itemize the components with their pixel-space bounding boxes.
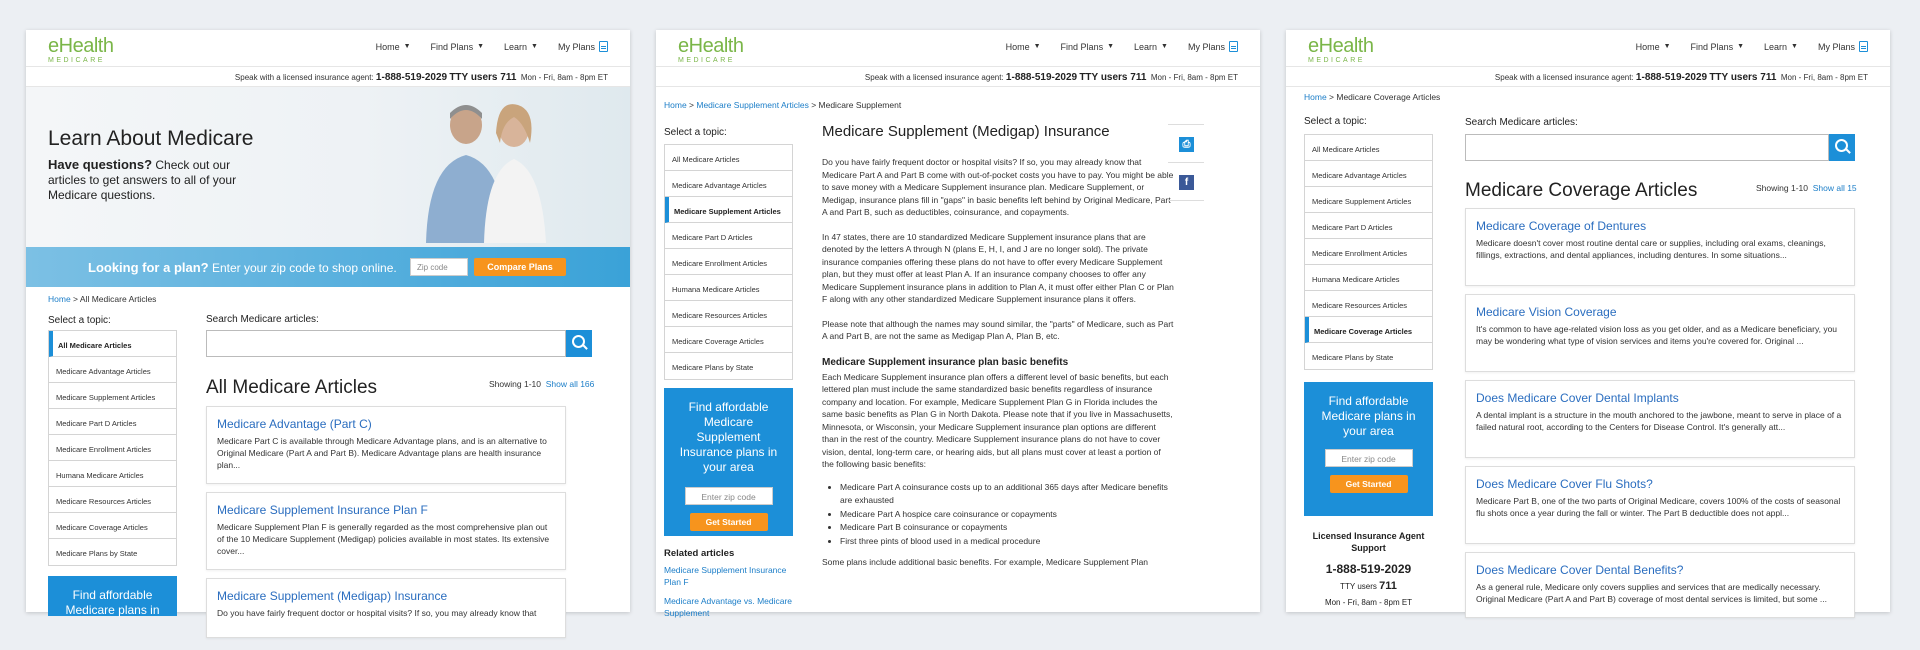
couple-photo xyxy=(406,93,556,243)
topics-label: Select a topic: xyxy=(1304,116,1367,127)
topic-advantage[interactable]: Medicare Advantage Articles xyxy=(1305,161,1432,187)
topic-all[interactable]: All Medicare Articles xyxy=(665,145,792,171)
topic-list xyxy=(48,330,177,566)
search-label: Search Medicare articles: xyxy=(206,314,319,325)
nav-learn[interactable]: Learn ▼ xyxy=(504,41,538,52)
facebook-icon[interactable]: f xyxy=(1179,175,1194,190)
topic-enrollment[interactable]: Medicare Enrollment Articles xyxy=(1305,239,1432,265)
main-nav xyxy=(1636,41,1868,52)
chevron-down-icon: ▼ xyxy=(1161,43,1168,50)
topic-list xyxy=(1304,134,1433,370)
hero-banner xyxy=(26,87,630,247)
topic-humana[interactable]: Humana Medicare Articles xyxy=(665,275,792,301)
nav-my-plans[interactable]: My Plans xyxy=(558,41,608,52)
article-card[interactable]: Does Medicare Cover Dental Implants A dental implant is a structure in the mouth anchored to the jawbone, meant to serve in place of a failed natural root, according to the Centers for Disease Control. It's generally att... xyxy=(1465,380,1855,458)
article-card[interactable]: Does Medicare Cover Flu Shots? Medicare Part B, one of the two parts of Original Medicare, covers 100% of the costs of seasonal flu shots once a year during the fall or winter. The Part B deductible does not appl... xyxy=(1465,466,1855,544)
article-title: Medicare Supplement (Medigap) Insurance xyxy=(822,123,1110,140)
agent-support: Licensed Insurance Agent Support 1-888-519-2029 TTY users 711 Mon - Fri, 8am - 8pm ET xyxy=(1304,530,1433,607)
topic-part-d[interactable]: Medicare Part D Articles xyxy=(665,223,792,249)
phone-number[interactable]: 1-888-519-2029 xyxy=(375,72,448,83)
article-content: Do you have fairly frequent doctor or hospital visits? If so, you may already know that Medicare Part A and Part B come with out-of-pocket costs you have to pay. You might be able to save money with a Medicare Supplement insurance plan. Medicare Supplement, or Medigap, insurance plans fill in "gaps" in basic benefits left behind by Original Medicare, Part A and Part B, such as deductibles, coinsurance, and copayments. In 47 states, there are 10 standardized Medicare Supplement insurance plans that are denoted by the letters A through N (plans E, H, I, and J are no longer sold). The private insurance companies offering these plans do not have to offer every Medicare Supplement plan, but they must offer at least Plan A. If an insurance company chooses to offer any Medicare Supplement insurance plans in addition to Plan A, it must offer either Plan C or Plan F along with any other standardized Medicare Supplement insurance plans it offers. Please note that although the names may sound similar, the "parts" of Medicare, such as Part A and Part B, are not the same as Medigap Plan A, Plan B, etc. Medicare Supplement insurance plan basic benefits Each Medicare Supplement insurance plan offers a different level of basic benefits, but each lettered plan must include the same standardized basic benefits regardless of insurance company and location. For example, Medicare Supplement Plan G in Florida includes the same basic benefits as Plan G in North Dakota. Please note that if you live in Massachusetts, Minnesota, or Wisconsin, your Medicare Supplement insurance plan options are different than in the rest of the country. Medicare Supplement insurance plans do not have to cover vision, dental, long-term care, or hearing aids, but all plans must cover at least a portion of the following basic benefits: • Medicare Part A coinsurance costs up to an additional 365 days after Medicare benefits are exhausted • Medicare Part A hospice care coinsurance or copayments • Medicare Part B coinsurance or copayments • First three pints of blood used in a medical procedure Some plans include additional basic benefits. For example, Medicare Supplement Plan xyxy=(822,156,1174,569)
topic-humana[interactable]: Humana Medicare Articles xyxy=(49,461,176,487)
related-link[interactable]: Medicare Advantage vs. Medicare Supplement xyxy=(664,596,793,618)
print-icon[interactable]: ⎙ xyxy=(1179,137,1194,152)
chevron-down-icon: ▼ xyxy=(1791,43,1798,50)
site-header xyxy=(656,30,1260,67)
nav-my-plans[interactable]: My Plans xyxy=(1188,41,1238,52)
chevron-down-icon: ▼ xyxy=(1663,43,1671,50)
related-heading: Related articles xyxy=(664,548,735,559)
topic-part-d[interactable]: Medicare Part D Articles xyxy=(1305,213,1432,239)
search-label: Search Medicare articles: xyxy=(1465,117,1578,128)
panel-all-articles xyxy=(26,30,630,618)
promo-box: Find affordable Medicare Supplement Insurance plans in your area Enter zip code Get Started xyxy=(664,388,793,536)
breadcrumb: Home > Medicare Supplement Articles > Medicare Supplement xyxy=(664,100,902,110)
search-icon[interactable] xyxy=(1829,134,1855,161)
search-input[interactable] xyxy=(1465,134,1829,161)
topic-coverage[interactable]: Medicare Coverage Articles xyxy=(1305,317,1432,343)
chevron-down-icon: ▼ xyxy=(403,43,411,50)
panel-article xyxy=(656,30,1260,618)
promo-box: Find affordable Medicare plans in your area Enter zip code Get Started xyxy=(1304,382,1433,516)
topic-resources[interactable]: Medicare Resources Articles xyxy=(665,301,792,327)
phone-bar: Speak with a licensed insurance agent: 1-888-519-2029 TTY users 711 Mon - Fri, 8am - 8pm ET xyxy=(26,67,630,87)
topic-by-state[interactable]: Medicare Plans by State xyxy=(1312,353,1394,362)
topic-all[interactable]: All Medicare Articles xyxy=(49,331,176,357)
nav-home[interactable]: Home ▼ xyxy=(375,41,411,52)
article-card[interactable]: Medicare Advantage (Part C) Medicare Part C is available through Medicare Advantage plans, and is an alternative to Original Medicare (Part A and Part B). Medicare Advantage plans are health insurance plan... xyxy=(206,406,566,484)
phone-bar: Speak with a licensed insurance agent: 1-888-519-2029 TTY users 711 Mon - Fri, 8am - 8pm ET xyxy=(1286,67,1890,87)
topic-all[interactable]: All Medicare Articles xyxy=(1305,135,1432,161)
article-card[interactable]: Does Medicare Cover Dental Benefits? As a general rule, Medicare only covers supplies and services that are medically necessary. Original Medicare (Part A and Part B) coverage of most dental services is limited, but some ... xyxy=(1465,552,1855,618)
nav-home[interactable]: Home ▼ xyxy=(1005,41,1041,52)
hero-subtitle: Have questions? Check out our articles to get answers to all of your Medicare questions. xyxy=(48,157,237,202)
show-all-link[interactable]: Show all 15 xyxy=(1812,183,1857,193)
document-icon xyxy=(1229,41,1238,52)
related-link[interactable]: Medicare Supplement Insurance Plan F xyxy=(664,565,787,587)
promo-box: Find affordable Medicare plans in xyxy=(48,576,177,616)
topic-humana[interactable]: Humana Medicare Articles xyxy=(1305,265,1432,291)
main-nav xyxy=(376,41,608,52)
ehealth-logo[interactable]: eHealth MEDICARE xyxy=(48,35,114,64)
topics-label: Select a topic: xyxy=(48,315,111,326)
phone-number[interactable]: 1-888-519-2029 xyxy=(1005,72,1078,83)
topic-advantage[interactable]: Medicare Advantage Articles xyxy=(49,357,176,383)
topic-supplement[interactable]: Medicare Supplement Articles xyxy=(1305,187,1432,213)
chevron-down-icon: ▼ xyxy=(531,43,538,50)
search-input[interactable] xyxy=(206,330,566,357)
chevron-down-icon: ▼ xyxy=(477,43,485,50)
article-body xyxy=(822,123,1110,140)
document-icon xyxy=(599,41,608,52)
topic-resources[interactable]: Medicare Resources Articles xyxy=(49,487,176,513)
search-icon[interactable] xyxy=(566,330,592,357)
nav-home[interactable]: Home ▼ xyxy=(1635,41,1671,52)
breadcrumb: Home > Medicare Coverage Articles xyxy=(1304,92,1441,102)
chevron-down-icon: ▼ xyxy=(1033,43,1041,50)
phone-bar: Speak with a licensed insurance agent: 1-888-519-2029 TTY users 711 Mon - Fri, 8am - 8pm ET xyxy=(656,67,1260,87)
share-bar xyxy=(1168,124,1204,201)
article-card[interactable]: Medicare Supplement Insurance Plan F Medicare Supplement Plan F is generally regarded as the most comprehensive plan out of the 10 Medicare Supplement (Medigap) policies available in most states. Its extensive cover... xyxy=(206,492,566,570)
nav-learn[interactable]: Learn ▼ xyxy=(1764,41,1798,52)
ehealth-logo[interactable]: eHealth MEDICARE xyxy=(1308,35,1374,64)
benefit-list: • Medicare Part A coinsurance costs up to an additional 365 days after Medicare benefits are exhausted • Medicare Part A hospice care coinsurance or copayments • Medicare Part B coinsurance or copayments • First three pints of blood used in a medical procedure xyxy=(822,481,1174,549)
article-card[interactable]: Medicare Coverage of Dentures Medicare doesn't cover most routine dental care or supplies, including oral exams, cleanings, fillings, extractions, and dental appliances, including dentures. In some situations... xyxy=(1465,208,1855,286)
topic-supplement[interactable]: Medicare Supplement Articles xyxy=(665,197,792,223)
nav-learn[interactable]: Learn ▼ xyxy=(1134,41,1168,52)
compare-plans-button[interactable]: Compare Plans xyxy=(474,258,566,276)
document-icon xyxy=(1859,41,1868,52)
topic-list xyxy=(664,144,793,380)
get-started-button[interactable]: Get Started xyxy=(690,513,768,531)
zip-banner: Looking for a plan? Enter your zip code to shop online. Zip code Compare Plans xyxy=(26,247,630,287)
phone-number[interactable]: 1-888-519-2029 xyxy=(1635,72,1708,83)
hero-title: Learn About Medicare xyxy=(48,127,254,150)
chevron-down-icon: ▼ xyxy=(1107,43,1115,50)
agent-phone[interactable]: 1-888-519-2029 xyxy=(1325,562,1412,576)
topic-supplement[interactable]: Medicare Supplement Articles xyxy=(49,383,176,409)
chevron-down-icon: ▼ xyxy=(1737,43,1745,50)
article-subheading: Medicare Supplement insurance plan basic benefits xyxy=(822,356,1069,368)
article-card[interactable]: Medicare Supplement (Medigap) Insurance Do you have fairly frequent doctor or hospital visits? If so, you may already know that xyxy=(206,578,566,638)
showing-count: Showing 1-10 Show all 15 xyxy=(1756,183,1857,193)
nav-find-plans[interactable]: Find Plans ▼ xyxy=(430,41,485,52)
nav-my-plans[interactable]: My Plans xyxy=(1818,41,1868,52)
topic-coverage[interactable]: Medicare Coverage Articles xyxy=(665,327,792,353)
topic-by-state[interactable]: Medicare Plans by State xyxy=(672,363,754,372)
topic-coverage[interactable]: Medicare Coverage Articles xyxy=(49,513,176,539)
ehealth-logo[interactable]: eHealth MEDICARE xyxy=(678,35,744,64)
article-card[interactable]: Medicare Vision Coverage It's common to have age-related vision loss as you get older, and as a Medicare beneficiary, you may be wondering what type of vision services and items you're covered for. Original ... xyxy=(1465,294,1855,372)
panel-coverage-articles xyxy=(1286,30,1890,612)
zip-code-input[interactable]: Enter zip code xyxy=(1325,449,1413,467)
topic-by-state[interactable]: Medicare Plans by State xyxy=(56,549,138,558)
section-title: Medicare Coverage Articles xyxy=(1465,180,1698,201)
section-title: All Medicare Articles xyxy=(206,377,378,398)
main-nav xyxy=(1006,41,1238,52)
site-header xyxy=(1286,30,1890,67)
topic-advantage[interactable]: Medicare Advantage Articles xyxy=(665,171,792,197)
topic-part-d[interactable]: Medicare Part D Articles xyxy=(49,409,176,435)
topic-enrollment[interactable]: Medicare Enrollment Articles xyxy=(665,249,792,275)
zip-code-input[interactable]: Enter zip code xyxy=(685,487,773,505)
showing-count: Showing 1-10 Show all 166 xyxy=(489,379,595,389)
zip-code-input[interactable]: Zip code xyxy=(410,258,468,276)
nav-find-plans[interactable]: Find Plans ▼ xyxy=(1690,41,1745,52)
breadcrumb: Home > All Medicare Articles xyxy=(48,294,157,304)
topic-resources[interactable]: Medicare Resources Articles xyxy=(1305,291,1432,317)
show-all-link[interactable]: Show all 166 xyxy=(545,379,595,389)
topics-label: Select a topic: xyxy=(664,127,727,138)
topic-enrollment[interactable]: Medicare Enrollment Articles xyxy=(49,435,176,461)
site-header xyxy=(26,30,630,67)
get-started-button[interactable]: Get Started xyxy=(1330,475,1408,493)
related-list xyxy=(664,564,794,626)
nav-find-plans[interactable]: Find Plans ▼ xyxy=(1060,41,1115,52)
